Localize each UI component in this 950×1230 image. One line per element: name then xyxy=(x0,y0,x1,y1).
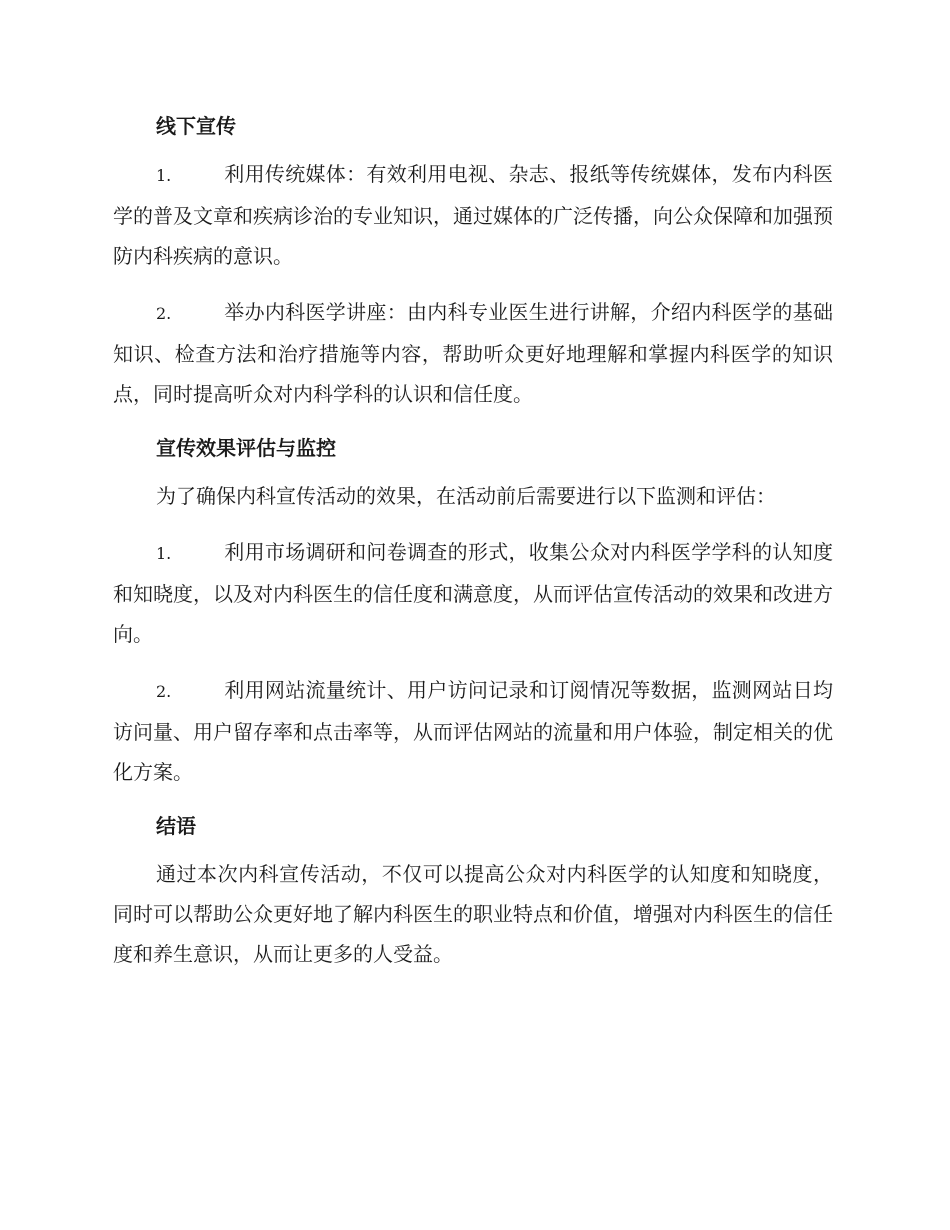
section-heading-offline: 线下宣传 xyxy=(156,114,236,138)
list-item-text: 利用市场调研和问卷调查的形式，收集公众对内科医学学科的认知度和知晓度，以及对内科医生的信任度和满意度，从而评估宣传活动的效果和改进方向。 xyxy=(113,540,833,646)
evaluation-intro: 为了确保内科宣传活动的效果，在活动前后需要进行以下监测和评估： xyxy=(156,484,776,508)
list-item-text: 举办内科医学讲座：由内科专业医生进行讲解，介绍内科医学的基础知识、检查方法和治疗措施等内容，帮助听众更好地理解和掌握内科医学的知识点，同时提高听众对内科学科的认识和信任度。 xyxy=(113,300,833,406)
section-heading-evaluation: 宣传效果评估与监控 xyxy=(156,436,336,460)
list-number: 1. xyxy=(156,544,172,563)
conclusion-text: 通过本次内科宣传活动，不仅可以提高公众对内科医学的认知度和知晓度，同时可以帮助公众更好地了解内科医生的职业特点和价值，增强对内科医生的信任度和养生意识，从而让更多的人受益。 xyxy=(113,862,833,966)
list-item-offline-2 xyxy=(113,292,833,414)
list-item-evaluation-1 xyxy=(113,532,833,654)
list-item-text: 利用传统媒体：有效利用电视、杂志、报纸等传统媒体，发布内科医学的普及文章和疾病诊治的专业知识，通过媒体的广泛传播，向公众保障和加强预防内科疾病的意识。 xyxy=(113,162,833,268)
document-page xyxy=(113,108,833,974)
list-item-text: 利用网站流量统计、用户访问记录和订阅情况等数据，监测网站日均访问量、用户留存率和点击率等，从而评估网站的流量和用户体验，制定相关的优化方案。 xyxy=(113,678,833,784)
list-number: 2. xyxy=(156,682,172,701)
list-number: 2. xyxy=(156,304,172,323)
list-item-offline-1 xyxy=(113,154,833,276)
list-number: 1. xyxy=(156,166,172,185)
list-item-evaluation-2 xyxy=(113,670,833,792)
section-heading-conclusion: 结语 xyxy=(156,814,196,838)
